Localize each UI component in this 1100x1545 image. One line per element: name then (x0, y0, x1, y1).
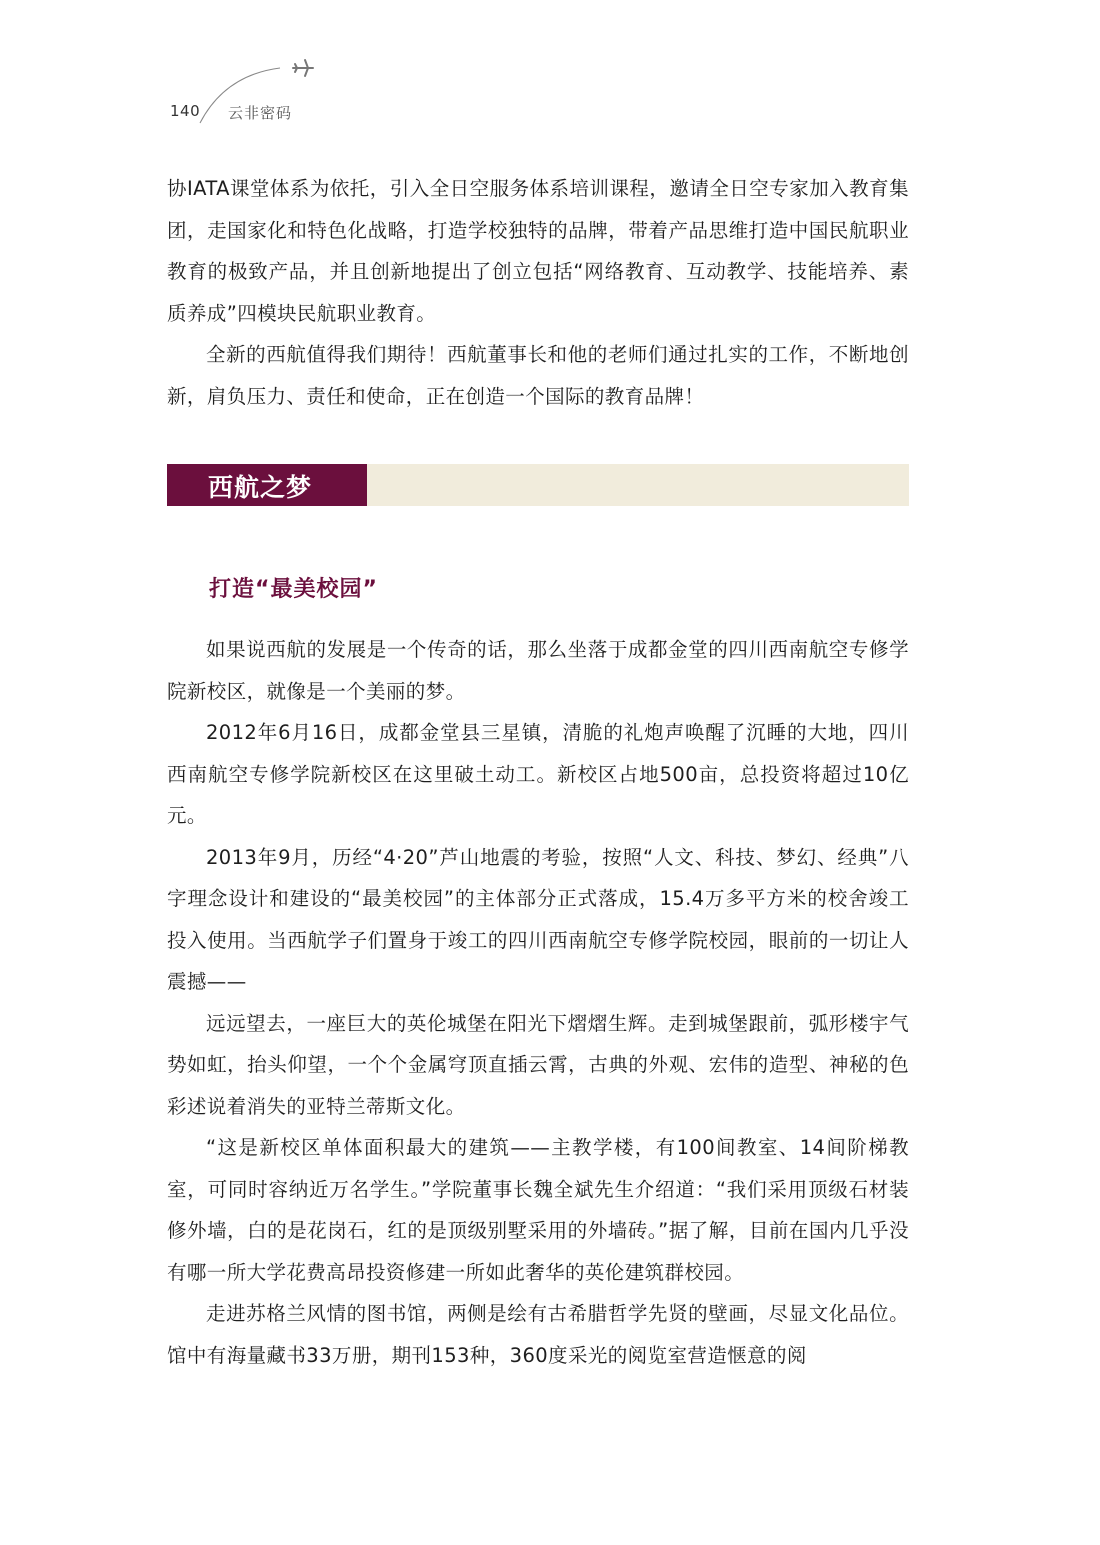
body-paragraph: “这是新校区单体面积最大的建筑——主教学楼，有100间教室、14间阶梯教室，可同时容纳近万名学生。”学院董事长魏全斌先生介绍道：“我们采用顶级石材装修外墙，白的是花岗石，红的是顶级别墅采用的外墙砖。”据了解，目前在国内几乎没有哪一所大学花费高昂投资修建一所如此奢华的英伦建筑群校园。 (167, 1136, 909, 1284)
intro-paragraph: 协IATA课堂体系为依托，引入全日空服务体系培训课程，邀请全日空专家加入教育集团，走国家化和特色化战略，打造学校独特的品牌，带着产品思维打造中国民航职业教育的极致产品，并且创新地提出了创立包括“网络教育、互动教学、技能培养、素质养成”四模块民航职业教育。 (167, 177, 909, 325)
body-paragraph: 2012年6月16日，成都金堂县三星镇，清脆的礼炮声唤醒了沉睡的大地，四川西南航空专修学院新校区在这里破土动工。新校区占地500亩，总投资将超过10亿元。 (167, 721, 909, 827)
subsection-title: 打造“最美校园” (209, 577, 378, 602)
section-header-bar (167, 464, 909, 506)
body-paragraph: 走进苏格兰风情的图书馆，两侧是绘有古希腊哲学先贤的壁画，尽显文化品位。馆中有海量藏书33万册，期刊153种，360度采光的阅览室营造惬意的阅 (167, 1302, 909, 1367)
book-title: 云非密码 (228, 104, 293, 122)
page-number: 140 (170, 102, 201, 120)
body-paragraph: 远远望去，一座巨大的英伦城堡在阳光下熠熠生辉。走到城堡跟前，弧形楼宇气势如虹，抬头仰望，一个个金属穹顶直插云霄，古典的外观、宏伟的造型、神秘的色彩述说着消失的亚特兰蒂斯文化。 (167, 1011, 909, 1118)
section-title: 西航之梦 (208, 473, 313, 502)
airplane-icon (293, 60, 313, 76)
body-paragraph: 如果说西航的发展是一个传奇的话，那么坐落于成都金堂的四川西南航空专修学院新校区，就像是一个美丽的梦。 (167, 638, 909, 703)
intro-paragraph: 全新的西航值得我们期待！西航董事长和他的老师们通过扎实的工作，不断地创新，肩负压力、责任和使命，正在创造一个国际的教育品牌！ (167, 343, 909, 408)
intro-text (167, 168, 909, 417)
main-text (167, 629, 909, 1376)
section-title-box (167, 464, 367, 506)
body-paragraph: 2013年9月，历经“4·20”芦山地震的考验，按照“人文、科技、梦幻、经典”八字理念设计和建设的“最美校园”的主体部分正式落成，15.4万多平方米的校舍竣工投入使用。当西航学子们置身于竣工的四川西南航空专修学院校园，眼前的一切让人震撼—— (167, 845, 909, 993)
